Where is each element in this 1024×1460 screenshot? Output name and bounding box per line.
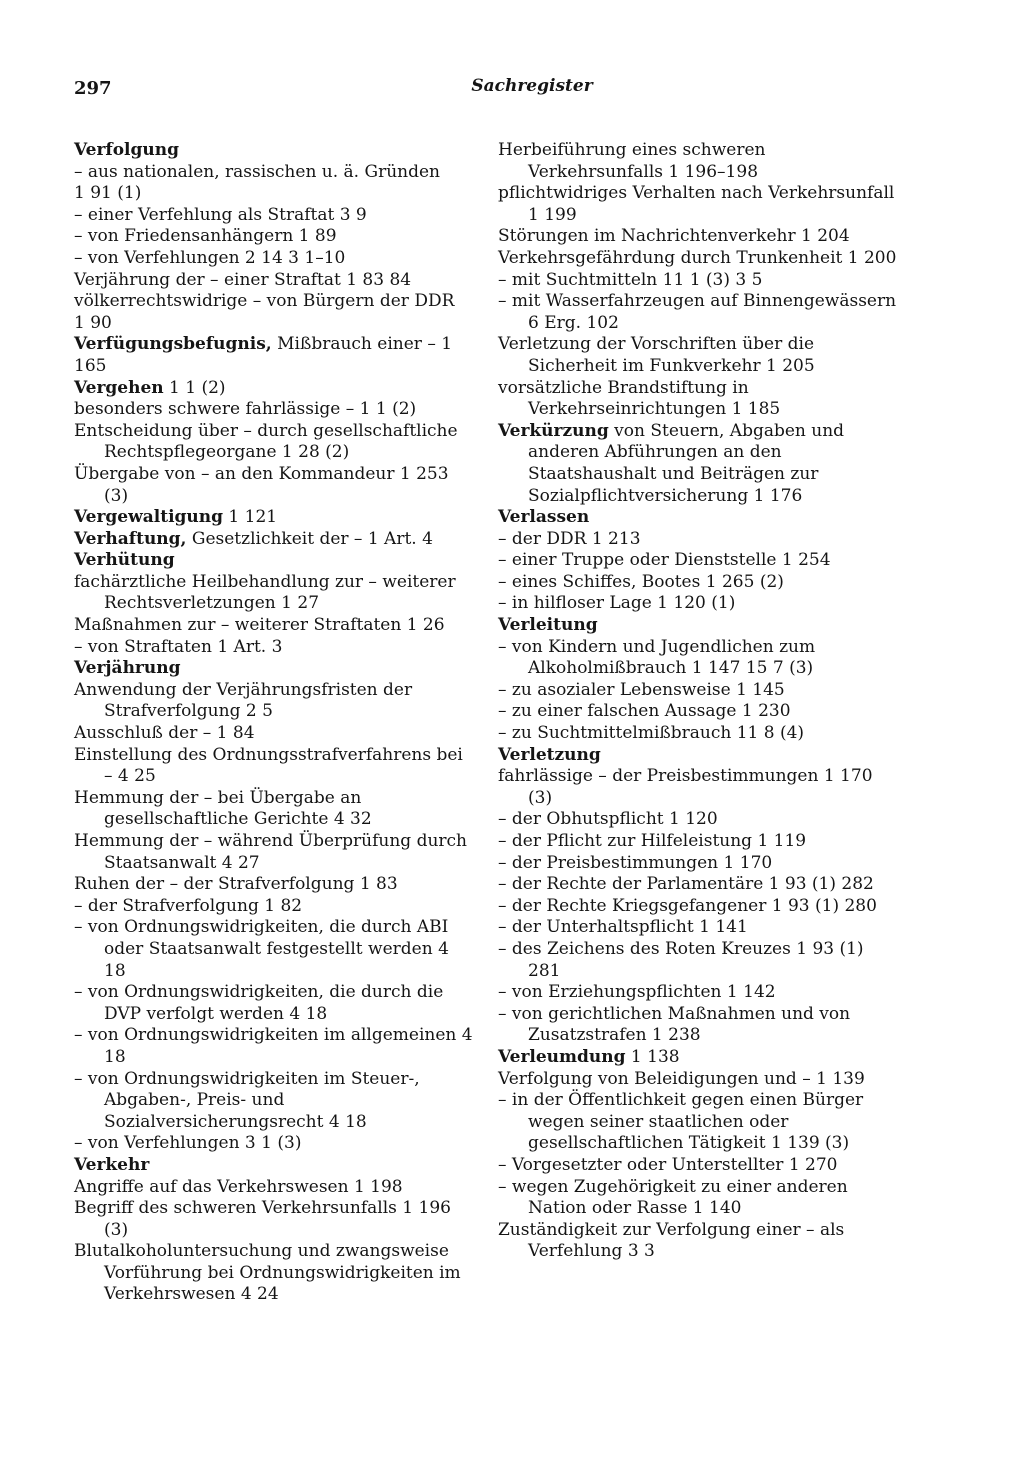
index-entry: – wegen Zugehörigkeit zu einer anderen Nation oder Rasse 1 140 xyxy=(498,1176,848,1219)
index-entry: vorsätzliche Brandstiftung in Verkehrseinrichtungen 1 185 xyxy=(498,377,781,420)
index-entry: Verkehrsgefährdung durch Trunkenheit 1 200 xyxy=(498,247,897,268)
heading-term: Verkürzung xyxy=(498,420,609,441)
index-entry: – von Ordnungswidrigkeiten im Steuer-, Abgaben-, Preis- und Sozialversicherungsrecht 4 18 xyxy=(74,1068,420,1132)
index-entry: – der Unterhaltspflicht 1 141 xyxy=(498,917,748,938)
index-entry: – zu Suchtmittelmißbrauch 11 8 (4) xyxy=(498,723,805,744)
heading-term: Vergehen xyxy=(74,377,164,398)
index-heading: Verhütung xyxy=(74,550,175,571)
index-entry: 165 xyxy=(74,355,107,376)
index-heading xyxy=(74,529,474,551)
index-entry: Anwendung der Verjährungsfristen der Strafverfolgung 2 5 xyxy=(74,679,413,722)
index-entry: – einer Verfehlung als Straftat 3 9 xyxy=(74,204,367,225)
index-heading: Verfolgung xyxy=(74,140,180,160)
index-entry: – des Zeichens des Roten Kreuzes 1 93 (1) 281 xyxy=(498,938,864,981)
index-entry: – von Friedensanhängern 1 89 xyxy=(74,226,337,247)
index-entry: Maßnahmen zur – weiterer Straftaten 1 26 xyxy=(74,615,445,636)
index-entry: – von Kindern und Jugendlichen zum Alkoholmißbrauch 1 147 15 7 (3) xyxy=(498,636,816,679)
index-entry: Übergabe von – an den Kommandeur 1 253 (3) xyxy=(74,463,449,506)
index-entry: – der Pflicht zur Hilfeleistung 1 119 xyxy=(498,831,807,851)
index-entry: – der DDR 1 213 xyxy=(498,528,641,549)
index-entry: Ruhen der – der Strafverfolgung 1 83 xyxy=(74,874,398,895)
page-number: 297 xyxy=(74,78,112,99)
heading-term: Vergewaltigung xyxy=(74,507,224,528)
heading-term: Verleumdung xyxy=(498,1046,626,1067)
index-entry: Blutalkoholuntersuchung und zwangsweise Vorführung bei Ordnungswidrigkeiten im Verkehrswesen 4 24 xyxy=(74,1241,461,1305)
index-heading xyxy=(498,1047,900,1069)
index-entry: Störungen im Nachrichtenverkehr 1 204 xyxy=(498,226,850,247)
heading-entry: Mißbrauch einer – 1 xyxy=(271,334,453,355)
index-entry: – aus nationalen, rassischen u. ä. Gründen xyxy=(74,161,440,182)
index-entry: Hemmung der – bei Übergabe an gesellschaftliche Gerichte 4 32 xyxy=(74,787,372,830)
index-heading: Verkehr xyxy=(74,1154,150,1175)
index-entry: – der Preisbestimmungen 1 170 xyxy=(498,852,773,873)
index-entry: völkerrechtswidrige – von Bürgern der DDR xyxy=(74,291,455,312)
index-entry: – mit Suchtmitteln 11 1 (3) 3 5 xyxy=(498,269,763,290)
index-heading xyxy=(74,378,474,400)
heading-entry: 1 121 xyxy=(223,507,278,528)
index-entry: Verfolgung von Beleidigungen und – 1 139 xyxy=(498,1068,865,1089)
index-entry: – in hilfloser Lage 1 120 (1) xyxy=(498,593,736,614)
index-heading xyxy=(498,421,900,507)
index-entry: – von Straftaten 1 Art. 3 xyxy=(74,636,283,657)
heading-term: Verhaftung, xyxy=(74,528,187,549)
index-entry: – mit Wasserfahrzeugen auf Binnengewässern 6 Erg. 102 xyxy=(498,291,897,333)
index-entry: – Vorgesetzter oder Unterstellter 1 270 xyxy=(498,1154,838,1175)
index-entry: Einstellung des Ordnungsstrafverfahrens bei – 4 25 xyxy=(74,744,463,787)
index-entry: Angriffe auf das Verkehrswesen 1 198 xyxy=(74,1176,403,1197)
heading-entry: 1 138 xyxy=(625,1046,680,1067)
index-entry: – der Rechte Kriegsgefangener 1 93 (1) 280 xyxy=(498,895,877,916)
index-entry: – von gerichtlichen Maßnahmen und von Zusatzstrafen 1 238 xyxy=(498,1003,851,1046)
index-entry: Hemmung der – während Überprüfung durch Staatsanwalt 4 27 xyxy=(74,831,468,873)
index-entry: Verjährung der – einer Straftat 1 83 84 xyxy=(74,269,412,290)
index-entry: – der Rechte der Parlamentäre 1 93 (1) 282 xyxy=(498,874,874,895)
index-entry: – von Ordnungswidrigkeiten im allgemeinen 4 18 xyxy=(74,1025,473,1067)
heading-entry: Gesetzlichkeit der – 1 Art. 4 xyxy=(186,528,433,549)
index-entry: – zu asozialer Lebensweise 1 145 xyxy=(498,679,785,700)
index-entry: Entscheidung über – durch gesellschaftliche Rechtspflegeorgane 1 28 (2) xyxy=(74,420,458,463)
index-entry: – zu einer falschen Aussage 1 230 xyxy=(498,701,791,722)
index-entry: – der Strafverfolgung 1 82 xyxy=(74,895,303,916)
running-title: Sachregister xyxy=(471,76,593,96)
index-entry: pflichtwidriges Verhalten nach Verkehrsunfall 1 199 xyxy=(498,183,895,225)
index-heading: Verleitung xyxy=(498,615,598,636)
index-entry: – von Erziehungspflichten 1 142 xyxy=(498,982,776,1003)
index-entry: Ausschluß der – 1 84 xyxy=(74,723,255,744)
index-heading: Verlassen xyxy=(498,507,590,528)
index-heading xyxy=(74,507,474,529)
heading-entry: von Steuern, Abgaben und anderen Abführungen an den Staatshaushalt und Beiträgen zur Sozialpflichtversicherung 1 176 xyxy=(528,420,845,506)
index-entry: – von Verfehlungen 2 14 3 1–10 xyxy=(74,247,346,268)
index-entry: – einer Truppe oder Dienststelle 1 254 xyxy=(498,550,831,571)
index-entry: Zuständigkeit zur Verfolgung einer – als Verfehlung 3 3 xyxy=(498,1219,845,1262)
index-entry: – eines Schiffes, Bootes 1 265 (2) xyxy=(498,571,784,592)
left-column xyxy=(74,140,474,1306)
index-entry: – in der Öffentlichkeit gegen einen Bürger wegen seiner staatlichen oder gesellschaftlichen Tätigkeit 1 139 (3) xyxy=(498,1090,864,1154)
index-entry: – der Obhutspflicht 1 120 xyxy=(498,809,718,830)
index-entry: Herbeiführung eines schweren Verkehrsunfalls 1 196–198 xyxy=(498,140,766,182)
index-entry: – von Ordnungswidrigkeiten, die durch die DVP verfolgt werden 4 18 xyxy=(74,982,444,1024)
index-entry: – von Verfehlungen 3 1 (3) xyxy=(74,1133,302,1154)
index-entry: Verletzung der Vorschriften über die Sicherheit im Funkverkehr 1 205 xyxy=(498,334,815,376)
index-entry: – von Ordnungswidrigkeiten, die durch ABI oder Staatsanwalt festgestellt werden 4 18 xyxy=(74,917,449,981)
index-heading: Verjährung xyxy=(74,658,181,679)
index-entry: fahrlässige – der Preisbestimmungen 1 170 (3) xyxy=(498,766,873,808)
index-heading xyxy=(74,334,474,356)
index-entry: 1 90 xyxy=(74,312,112,333)
index-entry: fachärztliche Heilbehandlung zur – weiterer Rechtsverletzungen 1 27 xyxy=(74,571,456,614)
index-heading: Verletzung xyxy=(498,744,601,765)
index-entry: Begriff des schweren Verkehrsunfalls 1 196 (3) xyxy=(74,1198,451,1240)
right-column xyxy=(498,140,900,1263)
index-entry: besonders schwere fahrlässige – 1 1 (2) xyxy=(74,399,417,420)
heading-term: Verfügungsbefugnis, xyxy=(74,334,272,355)
index-entry: 1 91 (1) xyxy=(74,183,142,204)
heading-entry: 1 1 (2) xyxy=(163,377,226,398)
